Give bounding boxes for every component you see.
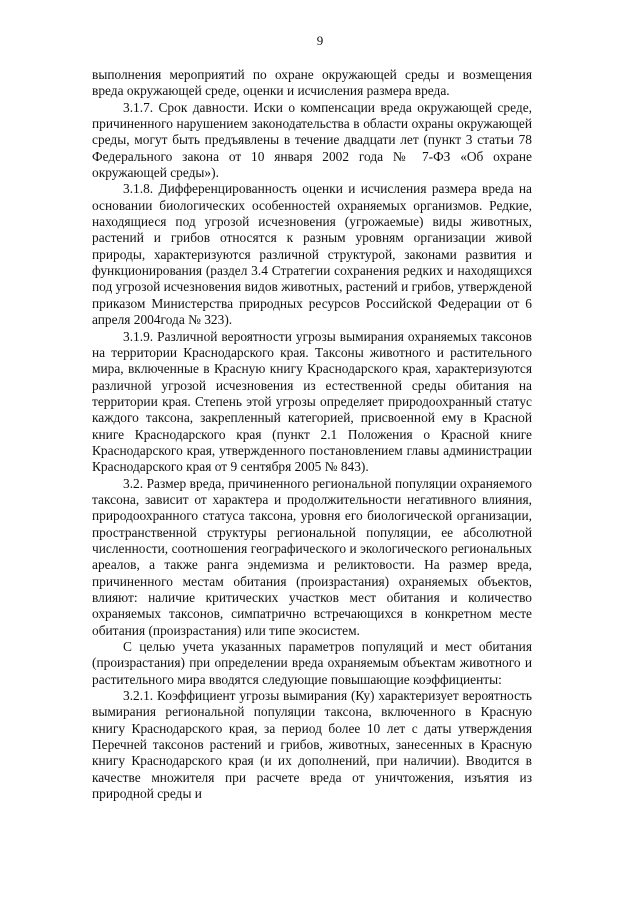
paragraph-3-1-9: 3.1.9. Различной вероятности угрозы вымирания охраняемых таксонов на территории Краснодарского края. Таксоны животного и растительного мира, включенные в Красную книгу Краснодарского края, характеризуются различной угрозой исчезновения из естественной среды обитания на территории края. Степень этой угрозы определяет природоохранный статус каждого таксона, закрепленный категорией, присвоенной ему в Красной книге Краснодарского края (пункт 2.1 Положения о Красной книге Краснодарского края, утвержденного постановлением главы администрации Краснодарского края от 9 сентября 2005 № 843). — [92, 328, 532, 475]
paragraph-continuation: выполнения мероприятий по охране окружающей среды и возмещения вреда окружающей среде, оценки и исчисления размера вреда. — [92, 67, 532, 99]
page-number: 9 — [316, 33, 324, 48]
paragraph-3-2: 3.2. Размер вреда, причиненного региональной популяции охраняемого таксона, зависит от характера и продолжительности негативного влияния, природоохранного статуса таксона, уровня его биологической организации, пространственной структуры региональной популяции, ее абсолютной численности, соотношения географического и экологического региональных ареалов, а также ранга эндемизма и реликтовости. На размер вреда, причиненного местам обитания (произрастания) охраняемых объектов, влияют: наличие критических участков мест обитания и количество охраняемых таксонов, симпатрично встречающихся в конкретном месте обитания (произрастания) или типе экосистем. — [92, 475, 532, 638]
paragraph-coefficients-intro: С целью учета указанных параметров популяций и мест обитания (произрастания) при определении вреда охраняемым объектам животного и растительного мира вводятся следующие повышающие коэффициенты: — [92, 639, 532, 687]
paragraph-3-1-7: 3.1.7. Срок давности. Иски о компенсации вреда окружающей среде, причиненного нарушением законодательства в области охраны окружающей среды, могут быть предъявлены в течение двадцати лет (пункт 3 статьи 78 Федерального закона от 10 января 2002 года № 7-ФЗ «Об охране окружающей среды»). — [92, 99, 532, 181]
paragraph-3-1-8: 3.1.8. Дифференцированность оценки и исчисления размера вреда на основании биологических особенностей охраняемых организмов. Редкие, находящиеся под угрозой исчезновения (угрожаемые) виды животных, растений и грибов относятся к разным уровням организации живой природы, характеризуются различной структурой, законами развития и функционирования (раздел 3.4 Стратегии сохранения редких и находящихся под угрозой исчезновения видов животных, растений и грибов, утвержденой приказом Министерства природных ресурсов Российской Федерации от 6 апреля 2004года № 323). — [92, 181, 532, 328]
paragraph-3-2-1: 3.2.1. Коэффициент угрозы вымирания (Ку) характеризует вероятность вымирания региональной популяции таксона, включенного в Красную книгу Краснодарского края, за период более 10 лет с даты утверждения Перечней таксонов растений и грибов, животных, занесенных в Красную книгу Краснодарского края (и их дополнений, при наличии). Вводится в качестве множителя при расчете вреда от уничтожения, изъятия из природной среды и — [92, 688, 532, 802]
document-body — [92, 67, 532, 802]
